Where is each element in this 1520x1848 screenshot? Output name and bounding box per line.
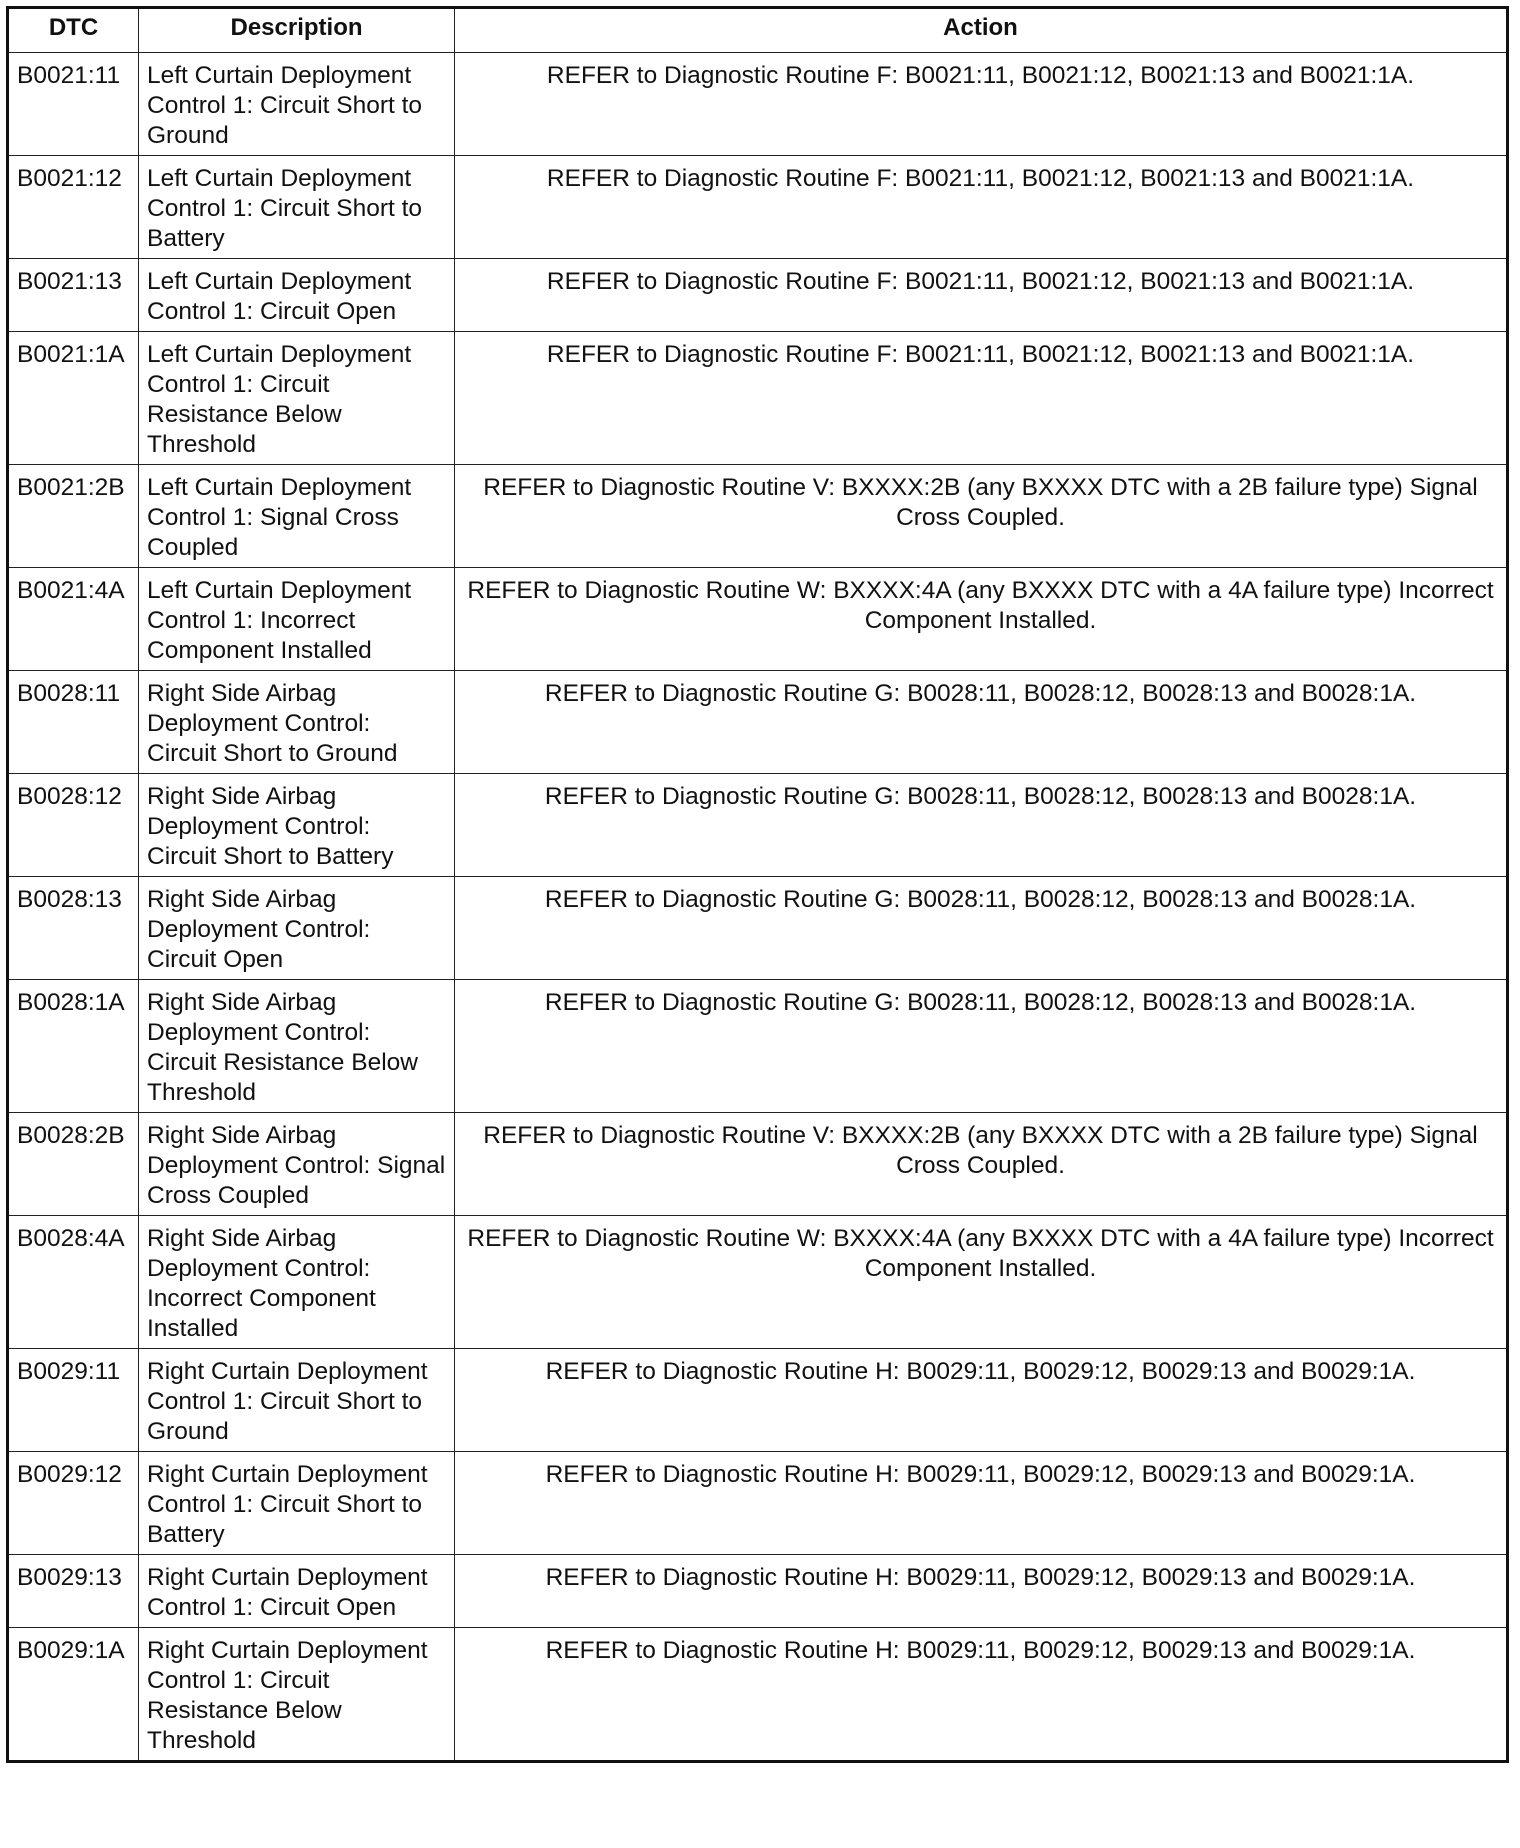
dtc-code-cell: B0028:4A (8, 1216, 139, 1349)
table-row (8, 774, 1508, 877)
table-row (8, 1113, 1508, 1216)
header-dtc: DTC (8, 8, 139, 53)
table-row (8, 1349, 1508, 1452)
action-cell: REFER to Diagnostic Routine V: BXXXX:2B (any BXXXX DTC with a 2B failure type) Signal Cross Coupled. (455, 1113, 1508, 1216)
description-cell: Left Curtain Deployment Control 1: Circuit Resistance Below Threshold (139, 332, 455, 465)
dtc-code-cell: B0021:2B (8, 465, 139, 568)
action-cell: REFER to Diagnostic Routine G: B0028:11, B0028:12, B0028:13 and B0028:1A. (455, 877, 1508, 980)
description-cell: Right Curtain Deployment Control 1: Circuit Short to Battery (139, 1452, 455, 1555)
table-row (8, 156, 1508, 259)
description-cell: Left Curtain Deployment Control 1: Circuit Open (139, 259, 455, 332)
dtc-code-cell: B0029:13 (8, 1555, 139, 1628)
description-cell: Right Curtain Deployment Control 1: Circuit Short to Ground (139, 1349, 455, 1452)
description-cell: Right Side Airbag Deployment Control: Signal Cross Coupled (139, 1113, 455, 1216)
dtc-code-cell: B0028:11 (8, 671, 139, 774)
action-cell: REFER to Diagnostic Routine F: B0021:11, B0021:12, B0021:13 and B0021:1A. (455, 332, 1508, 465)
action-cell: REFER to Diagnostic Routine H: B0029:11, B0029:12, B0029:13 and B0029:1A. (455, 1452, 1508, 1555)
table-row (8, 259, 1508, 332)
table-row (8, 1555, 1508, 1628)
description-cell: Right Side Airbag Deployment Control: Circuit Resistance Below Threshold (139, 980, 455, 1113)
description-cell: Right Curtain Deployment Control 1: Circuit Open (139, 1555, 455, 1628)
table-row (8, 980, 1508, 1113)
action-cell: REFER to Diagnostic Routine H: B0029:11, B0029:12, B0029:13 and B0029:1A. (455, 1628, 1508, 1762)
description-cell: Left Curtain Deployment Control 1: Circuit Short to Battery (139, 156, 455, 259)
dtc-table (6, 6, 1509, 1763)
table-row (8, 877, 1508, 980)
table-row (8, 53, 1508, 156)
dtc-code-cell: B0028:1A (8, 980, 139, 1113)
dtc-code-cell: B0021:13 (8, 259, 139, 332)
description-cell: Left Curtain Deployment Control 1: Circuit Short to Ground (139, 53, 455, 156)
description-cell: Right Side Airbag Deployment Control: Circuit Open (139, 877, 455, 980)
dtc-code-cell: B0021:11 (8, 53, 139, 156)
action-cell: REFER to Diagnostic Routine F: B0021:11, B0021:12, B0021:13 and B0021:1A. (455, 259, 1508, 332)
action-cell: REFER to Diagnostic Routine H: B0029:11, B0029:12, B0029:13 and B0029:1A. (455, 1349, 1508, 1452)
action-cell: REFER to Diagnostic Routine H: B0029:11, B0029:12, B0029:13 and B0029:1A. (455, 1555, 1508, 1628)
table-header (8, 8, 1508, 53)
description-cell: Right Curtain Deployment Control 1: Circuit Resistance Below Threshold (139, 1628, 455, 1762)
table-row (8, 1628, 1508, 1762)
table-body (8, 53, 1508, 1762)
dtc-code-cell: B0028:13 (8, 877, 139, 980)
action-cell: REFER to Diagnostic Routine W: BXXXX:4A (any BXXXX DTC with a 4A failure type) Incorrect Component Installed. (455, 568, 1508, 671)
table-row (8, 465, 1508, 568)
description-cell: Left Curtain Deployment Control 1: Signal Cross Coupled (139, 465, 455, 568)
action-cell: REFER to Diagnostic Routine G: B0028:11, B0028:12, B0028:13 and B0028:1A. (455, 774, 1508, 877)
table-row (8, 671, 1508, 774)
table-row (8, 332, 1508, 465)
action-cell: REFER to Diagnostic Routine W: BXXXX:4A (any BXXXX DTC with a 4A failure type) Incorrect Component Installed. (455, 1216, 1508, 1349)
header-action: Action (455, 8, 1508, 53)
table-row (8, 1452, 1508, 1555)
dtc-code-cell: B0029:12 (8, 1452, 139, 1555)
dtc-code-cell: B0021:1A (8, 332, 139, 465)
action-cell: REFER to Diagnostic Routine G: B0028:11, B0028:12, B0028:13 and B0028:1A. (455, 980, 1508, 1113)
dtc-code-cell: B0029:1A (8, 1628, 139, 1762)
dtc-code-cell: B0021:12 (8, 156, 139, 259)
table-row (8, 568, 1508, 671)
table-row (8, 1216, 1508, 1349)
description-cell: Right Side Airbag Deployment Control: Circuit Short to Battery (139, 774, 455, 877)
action-cell: REFER to Diagnostic Routine F: B0021:11, B0021:12, B0021:13 and B0021:1A. (455, 156, 1508, 259)
description-cell: Left Curtain Deployment Control 1: Incorrect Component Installed (139, 568, 455, 671)
dtc-code-cell: B0029:11 (8, 1349, 139, 1452)
action-cell: REFER to Diagnostic Routine G: B0028:11, B0028:12, B0028:13 and B0028:1A. (455, 671, 1508, 774)
description-cell: Right Side Airbag Deployment Control: Incorrect Component Installed (139, 1216, 455, 1349)
action-cell: REFER to Diagnostic Routine F: B0021:11, B0021:12, B0021:13 and B0021:1A. (455, 53, 1508, 156)
dtc-code-cell: B0028:2B (8, 1113, 139, 1216)
description-cell: Right Side Airbag Deployment Control: Circuit Short to Ground (139, 671, 455, 774)
dtc-code-cell: B0021:4A (8, 568, 139, 671)
dtc-code-cell: B0028:12 (8, 774, 139, 877)
action-cell: REFER to Diagnostic Routine V: BXXXX:2B (any BXXXX DTC with a 2B failure type) Signal Cross Coupled. (455, 465, 1508, 568)
header-row (8, 8, 1508, 53)
header-description: Description (139, 8, 455, 53)
